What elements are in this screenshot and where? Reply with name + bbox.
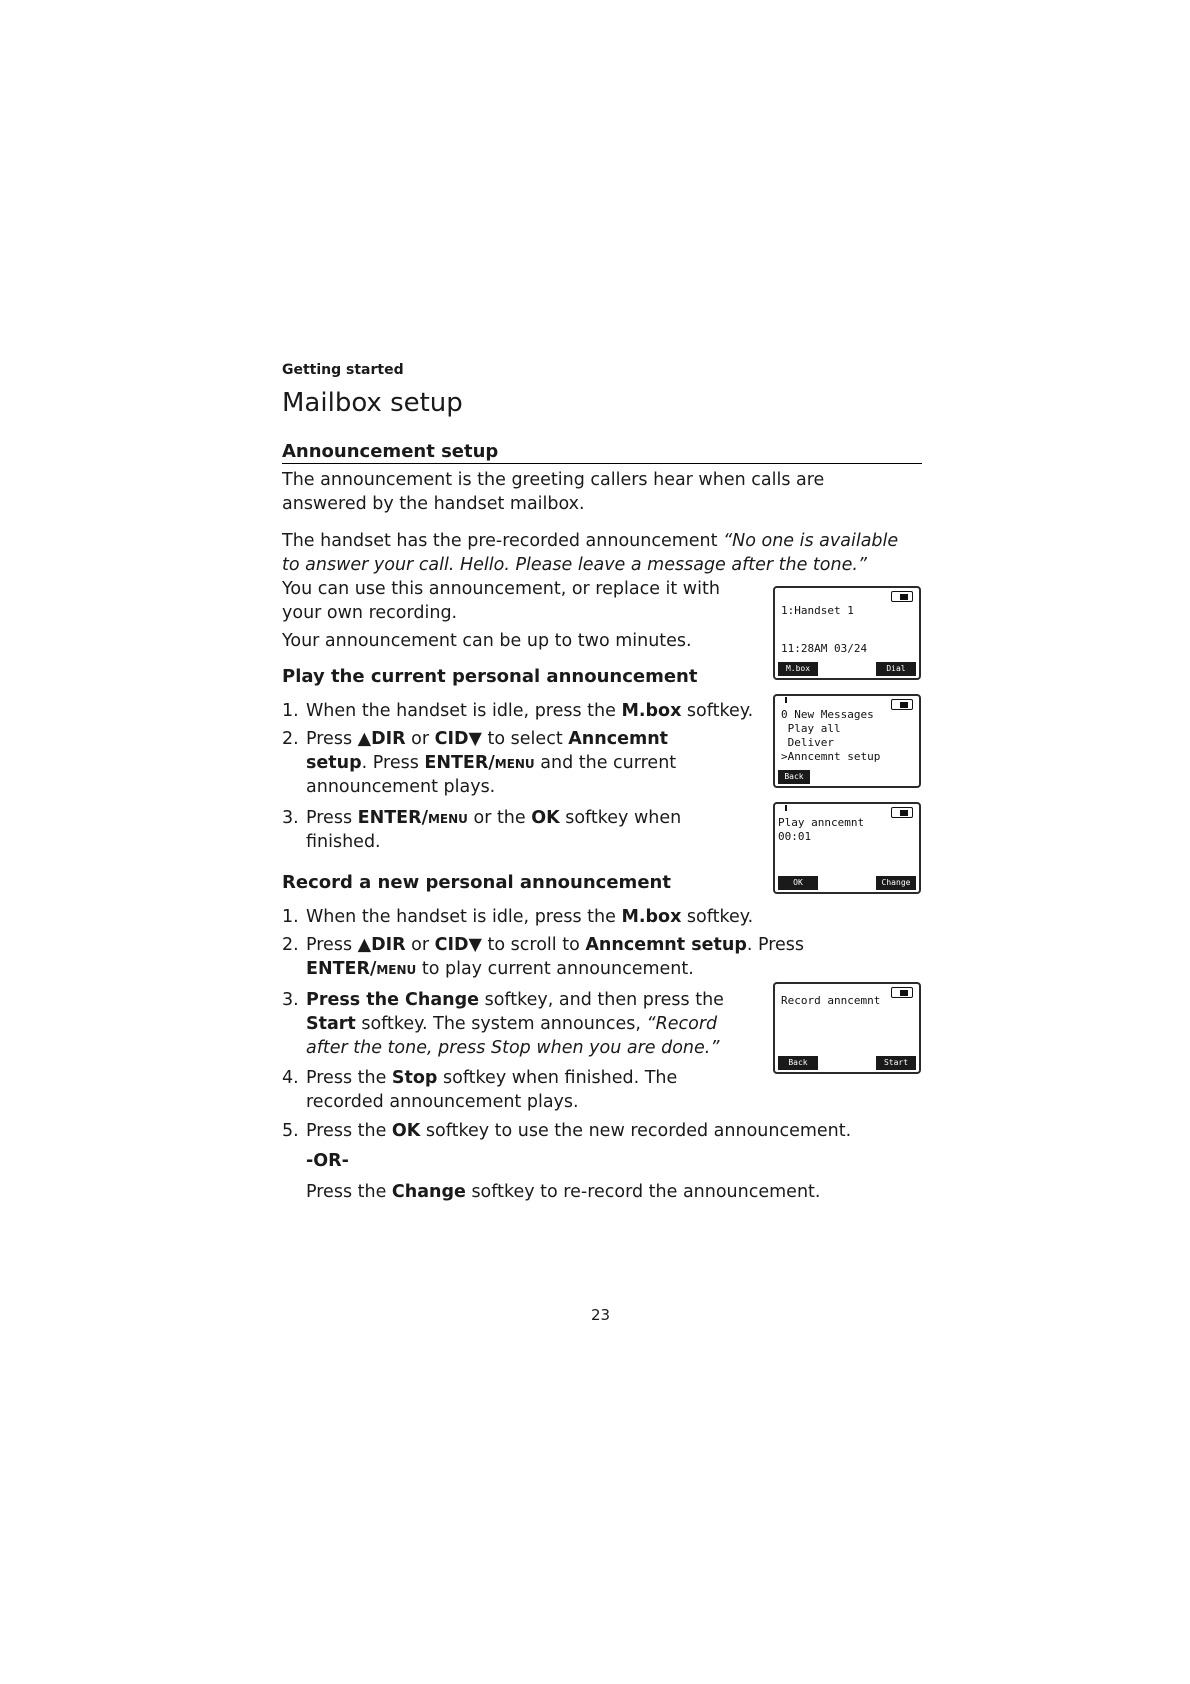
lcd-line: 11:28AM 03/24 <box>781 642 868 655</box>
text: announcement plays. <box>306 777 496 797</box>
softkey-label: M.box <box>621 907 682 927</box>
text: Press the <box>306 1068 392 1088</box>
text: or the <box>467 808 532 828</box>
step-number: 5. <box>282 1121 299 1141</box>
text: to play current announcement. <box>416 959 694 979</box>
softkey-label: Press the Change <box>306 990 480 1010</box>
text: softkey when finished. The <box>437 1068 678 1088</box>
battery-icon <box>891 987 913 998</box>
antenna-icon <box>785 805 787 811</box>
intro-paragraph <box>282 468 824 516</box>
menu-label: Anncemnt setup <box>585 935 747 955</box>
record-step-2 <box>282 933 882 981</box>
text: softkey. The system announces, <box>355 1014 647 1034</box>
lcd-record-screen <box>773 982 921 1074</box>
text: softkey. <box>681 701 754 721</box>
text: or <box>405 935 435 955</box>
step-number: 3. <box>282 808 299 828</box>
text: recorded announcement plays. <box>306 1092 579 1112</box>
key-label: ENTER/ <box>424 753 495 773</box>
text: softkey to use the new recorded announcement. <box>420 1121 852 1141</box>
step-number: 1. <box>282 907 299 927</box>
lcd-line: 1:Handset 1 <box>781 604 854 617</box>
text: When the handset is idle, press the <box>306 701 622 721</box>
step-number: 2. <box>282 729 299 749</box>
record-step-5 <box>282 1119 902 1143</box>
softkey-right: Change <box>876 876 916 890</box>
key-label: ENTER/ <box>306 959 377 979</box>
intro-line: answered by the handset mailbox. <box>282 494 585 514</box>
key-label: ▲DIR <box>357 935 406 955</box>
lcd-line: >Anncemnt setup <box>781 750 881 763</box>
text: or <box>405 729 435 749</box>
softkey-right: Dial <box>876 662 916 676</box>
battery-icon <box>891 699 913 710</box>
text: . Press <box>361 753 425 773</box>
softkey-left: Back <box>778 1056 818 1070</box>
text: You can use this announcement, or replace it with <box>282 579 720 599</box>
text: your own recording. <box>282 603 458 623</box>
text: softkey to re-record the announcement. <box>465 1182 821 1202</box>
menu-label: setup <box>306 753 362 773</box>
text: Press <box>306 729 358 749</box>
step-number: 4. <box>282 1068 299 1088</box>
text: When the handset is idle, press the <box>306 907 622 927</box>
lcd-play-screen <box>773 802 921 894</box>
key-label: CID▼ <box>434 935 482 955</box>
section-label: Getting started <box>282 362 404 378</box>
key-label: menu <box>427 808 468 828</box>
quote: “No one is available <box>723 531 899 551</box>
text: softkey. <box>681 907 754 927</box>
or-separator: -OR- <box>306 1151 349 1171</box>
softkey-left: OK <box>778 876 818 890</box>
softkey-label: Start <box>306 1014 356 1034</box>
softkey-left: M.box <box>778 662 818 676</box>
key-label: ENTER/ <box>357 808 428 828</box>
announcement-setup-heading: Announcement setup <box>282 441 922 464</box>
quote: to answer your call. Hello. Please leave a message after the tone.” <box>282 555 867 575</box>
softkey-label: M.box <box>621 701 682 721</box>
text: softkey when <box>559 808 682 828</box>
alternative-step <box>306 1180 820 1204</box>
softkey-label: OK <box>391 1121 421 1141</box>
battery-icon <box>891 591 913 602</box>
play-heading: Play the current personal announcement <box>282 666 698 687</box>
lcd-line: Play all <box>781 722 841 735</box>
step-number: 1. <box>282 701 299 721</box>
text: to scroll to <box>481 935 586 955</box>
text: finished. <box>306 832 381 852</box>
menu-label: Anncemnt <box>568 729 669 749</box>
duration-note: Your announcement can be up to two minutes. <box>282 631 692 651</box>
text: Press <box>306 808 358 828</box>
softkey-label: Change <box>391 1182 466 1202</box>
quote: after the tone, press Stop when you are done.” <box>306 1038 720 1058</box>
record-step-1 <box>282 905 802 929</box>
key-label: CID▼ <box>434 729 482 749</box>
record-heading: Record a new personal announcement <box>282 872 671 893</box>
text: The handset has the pre-recorded announcement <box>282 531 724 551</box>
antenna-icon <box>785 697 787 703</box>
page-title: Mailbox setup <box>282 388 463 418</box>
softkey-label: Stop <box>391 1068 438 1088</box>
softkey-right: Start <box>876 1056 916 1070</box>
lcd-line: Deliver <box>781 736 834 749</box>
text: to select <box>481 729 569 749</box>
lcd-line: Play anncemnt <box>778 816 865 829</box>
page-number: 23 <box>591 1306 611 1324</box>
lcd-menu-screen <box>773 694 921 788</box>
key-label: menu <box>494 753 535 773</box>
play-step-2 <box>282 727 752 799</box>
text: Press the <box>306 1121 392 1141</box>
quote: “Record <box>646 1014 718 1034</box>
text: Press the <box>306 1182 392 1202</box>
play-step-1 <box>282 699 772 723</box>
battery-icon <box>891 807 913 818</box>
key-label: ▲DIR <box>357 729 406 749</box>
key-label: menu <box>376 959 417 979</box>
record-step-3 <box>282 988 752 1060</box>
text: softkey, and then press the <box>479 990 724 1010</box>
text: and the current <box>534 753 677 773</box>
step-number: 2. <box>282 935 299 955</box>
text: Press <box>306 935 358 955</box>
intro-line: The announcement is the greeting callers hear when calls are <box>282 470 825 490</box>
record-step-4 <box>282 1066 752 1114</box>
lcd-line: 0 New Messages <box>781 708 874 721</box>
lcd-idle-screen <box>773 586 921 680</box>
lcd-line: Record anncemnt <box>781 994 881 1007</box>
text: . Press <box>746 935 805 955</box>
softkey-label: OK <box>531 808 560 828</box>
play-step-3 <box>282 806 752 854</box>
step-number: 3. <box>282 990 299 1010</box>
lcd-line: 00:01 <box>778 830 812 843</box>
softkey-left: Back <box>778 770 810 784</box>
